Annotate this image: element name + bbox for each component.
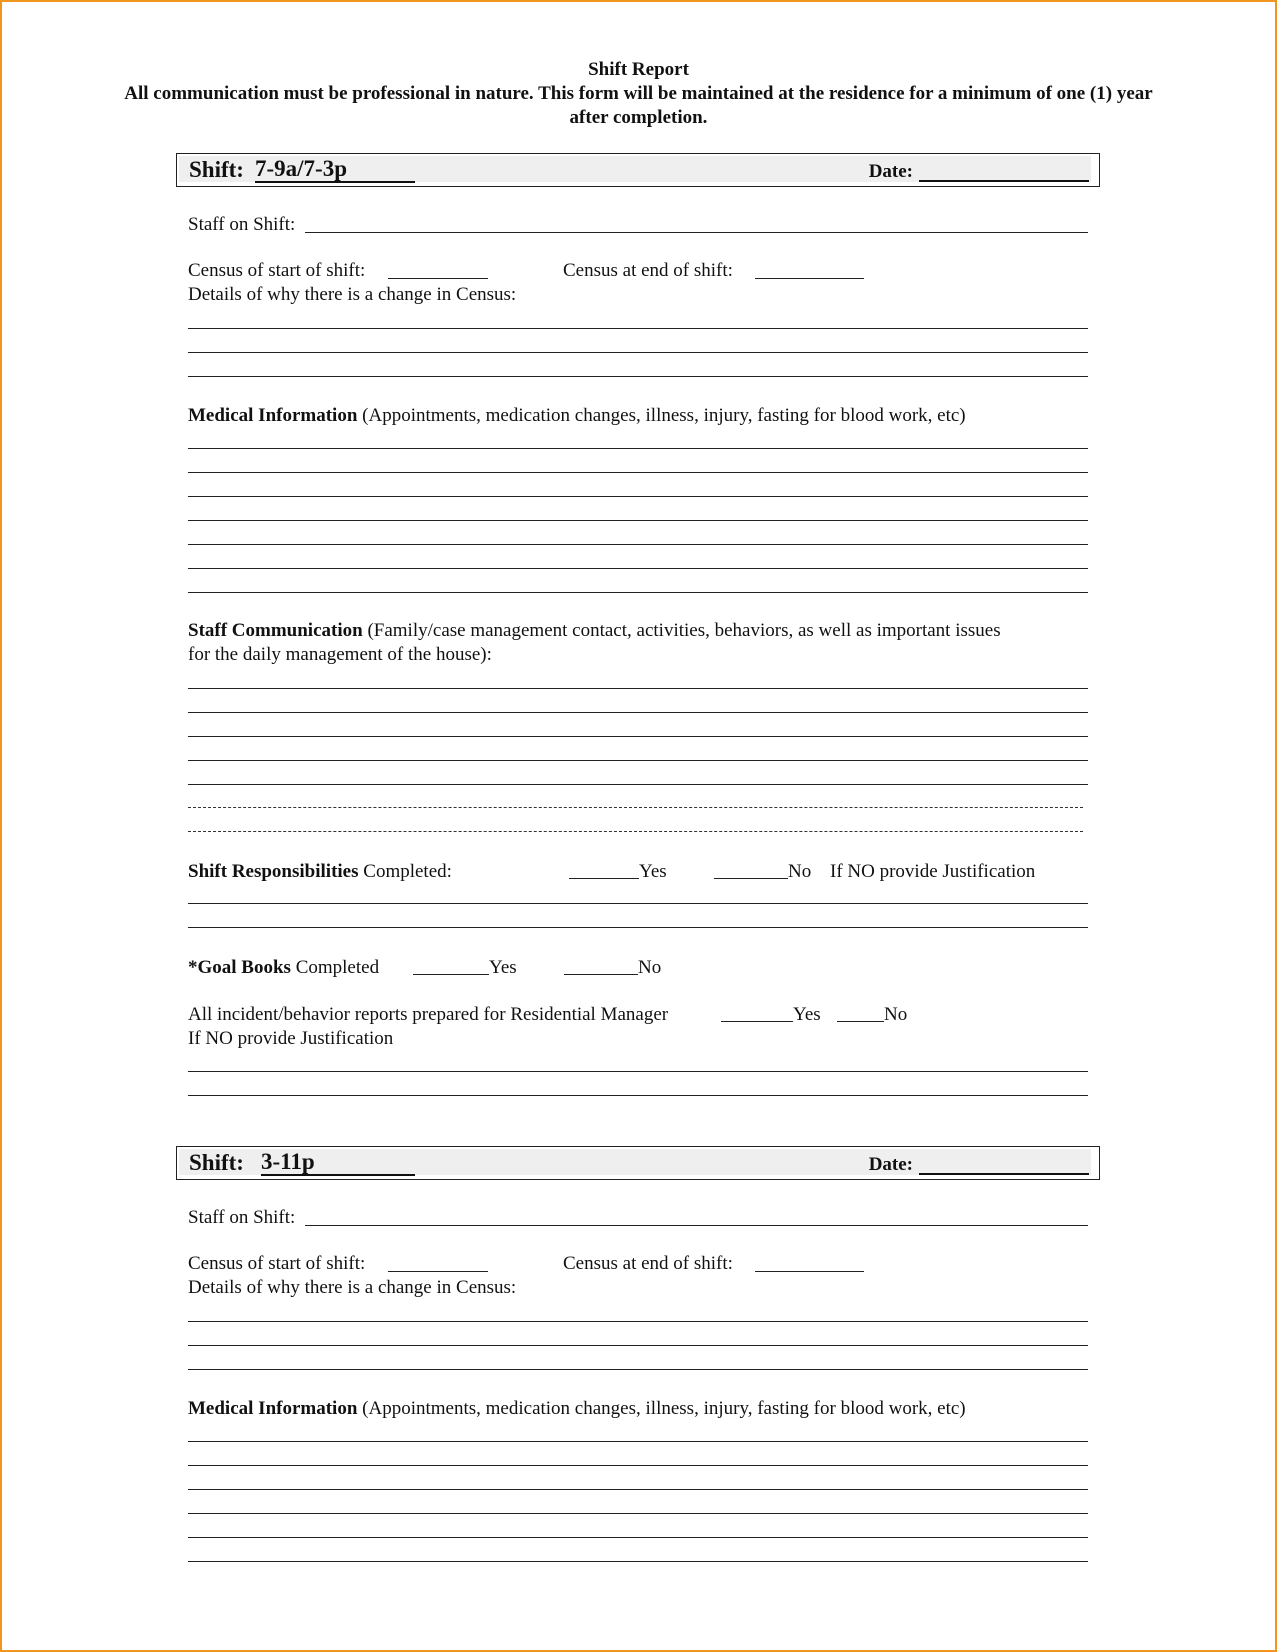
incident-yes-label: Yes (793, 1004, 821, 1025)
census-end-label: Census at end of shift: (563, 1253, 733, 1274)
incident-justify-line[interactable] (188, 1095, 1088, 1096)
medical-info-line[interactable] (188, 1561, 1088, 1562)
goal-books-yes-label: Yes (489, 957, 517, 978)
medical-info-line[interactable] (188, 1489, 1088, 1490)
incident-yes-field[interactable] (721, 1021, 793, 1022)
shift-responsibilities-desc: Completed: (358, 861, 452, 882)
staff-on-shift-label: Staff on Shift: (188, 214, 296, 235)
census-end-field[interactable] (755, 1271, 864, 1272)
medical-info-line[interactable] (188, 496, 1088, 497)
goal-books-no-label: No (638, 957, 662, 978)
incident-justify-line[interactable] (188, 1071, 1088, 1072)
census-change-line[interactable] (188, 328, 1088, 329)
staff-on-shift-label: Staff on Shift: (188, 1207, 296, 1228)
responsibilities-no-label: No (788, 861, 812, 882)
staff-comm-desc: (Family/case management contact, activities, behaviors, as well as important issues (362, 620, 1001, 641)
census-start-label: Census of start of shift: (188, 260, 366, 281)
medical-info-desc: (Appointments, medication changes, illness, injury, fasting for blood work, etc) (357, 405, 966, 426)
shift-value-field[interactable]: 3-11p (261, 1150, 415, 1176)
medical-info-desc: (Appointments, medication changes, illness, injury, fasting for blood work, etc) (357, 1398, 966, 1419)
staff-comm-line[interactable] (188, 736, 1088, 737)
medical-info-line[interactable] (188, 1441, 1088, 1442)
medical-info-bold: Medical Information (188, 405, 358, 426)
staff-comm-heading (188, 619, 1001, 642)
goal-books-heading (188, 956, 379, 979)
census-start-field[interactable] (388, 1271, 488, 1272)
responsibilities-justify-line[interactable] (188, 903, 1088, 904)
medical-info-line[interactable] (188, 1465, 1088, 1466)
incident-reports-label: All incident/behavior reports prepared for Residential Manager (188, 1004, 669, 1025)
census-change-line[interactable] (188, 1345, 1088, 1346)
date-field[interactable] (919, 180, 1089, 182)
census-end-field[interactable] (755, 278, 864, 279)
medical-info-line[interactable] (188, 472, 1088, 473)
medical-info-line[interactable] (188, 568, 1088, 569)
medical-info-line[interactable] (188, 592, 1088, 593)
responsibilities-yes-label: Yes (639, 861, 667, 882)
goal-books-no-field[interactable] (564, 974, 638, 975)
staff-on-shift-field[interactable] (305, 1225, 1088, 1226)
staff-comm-line[interactable] (188, 831, 1083, 832)
goal-books-desc: Completed (290, 957, 380, 978)
incident-no-label: No (884, 1004, 908, 1025)
goal-books-bold: *Goal Books (188, 957, 291, 978)
date-label: Date: (868, 1154, 913, 1175)
shift-header-box-1 (176, 153, 1100, 187)
census-end-label: Census at end of shift: (563, 260, 733, 281)
medical-info-heading (188, 404, 966, 427)
staff-on-shift-field[interactable] (305, 232, 1088, 233)
staff-comm-line[interactable] (188, 760, 1088, 761)
responsibilities-no-field[interactable] (714, 878, 788, 879)
shift-value-field[interactable]: 7-9a/7-3p (255, 157, 415, 183)
shift-responsibilities-bold: Shift Responsibilities (188, 861, 359, 882)
date-field[interactable] (919, 1173, 1089, 1175)
staff-comm-bold: Staff Communication (188, 620, 363, 641)
staff-comm-line[interactable] (188, 688, 1088, 689)
goal-books-yes-field[interactable] (413, 974, 489, 975)
incident-justify-label: If NO provide Justification (188, 1028, 394, 1049)
shift-header-box-2 (176, 1146, 1100, 1180)
staff-comm-line[interactable] (188, 807, 1083, 808)
notice-line-1: All communication must be professional in nature. This form will be maintained at the residence for a minimum of one (1) year (124, 83, 1153, 104)
census-change-label: Details of why there is a change in Census: (188, 1277, 517, 1298)
census-change-line[interactable] (188, 1321, 1088, 1322)
staff-comm-line[interactable] (188, 712, 1088, 713)
shift-label: Shift: (189, 157, 244, 182)
census-start-field[interactable] (388, 278, 488, 279)
medical-info-heading (188, 1397, 966, 1420)
medical-info-line[interactable] (188, 1537, 1088, 1538)
staff-comm-desc-line2: for the daily management of the house): (188, 644, 492, 665)
date-label: Date: (868, 161, 913, 182)
responsibilities-yes-field[interactable] (569, 878, 639, 879)
census-change-line[interactable] (188, 376, 1088, 377)
census-change-line[interactable] (188, 1369, 1088, 1370)
census-change-line[interactable] (188, 352, 1088, 353)
staff-comm-line[interactable] (188, 784, 1088, 785)
medical-info-line[interactable] (188, 448, 1088, 449)
notice-line-2: after completion. (569, 107, 708, 128)
census-start-label: Census of start of shift: (188, 1253, 366, 1274)
responsibilities-justify-label: If NO provide Justification (830, 861, 1036, 882)
shift-responsibilities-heading (188, 860, 452, 883)
medical-info-bold: Medical Information (188, 1398, 358, 1419)
document-title: Shift Report (588, 59, 689, 80)
medical-info-line[interactable] (188, 544, 1088, 545)
shift-label: Shift: (189, 1150, 244, 1175)
medical-info-line[interactable] (188, 1513, 1088, 1514)
responsibilities-justify-line[interactable] (188, 927, 1088, 928)
medical-info-line[interactable] (188, 520, 1088, 521)
census-change-label: Details of why there is a change in Census: (188, 284, 517, 305)
incident-no-field[interactable] (837, 1021, 884, 1022)
